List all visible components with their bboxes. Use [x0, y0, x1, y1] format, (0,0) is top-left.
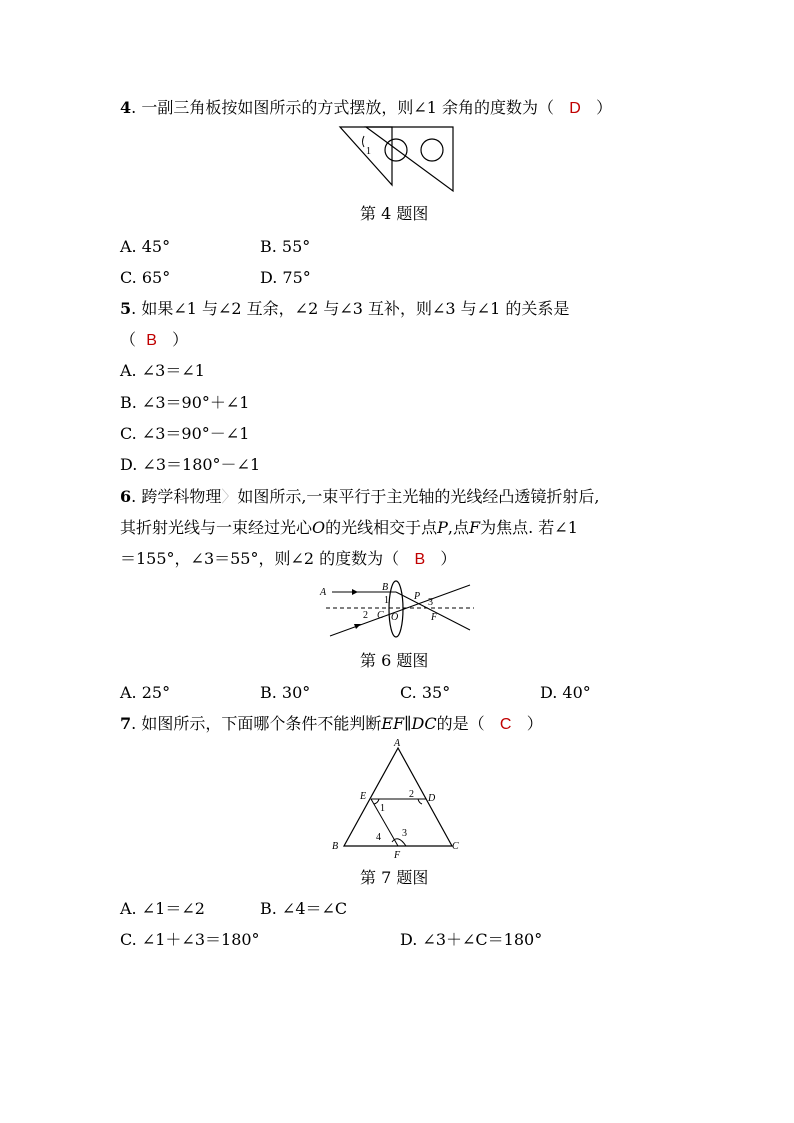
q6-line-1	[120, 487, 600, 507]
q6-line-3-text: ＝155°，∠3＝55°，则∠2 的度数为（	[120, 549, 400, 568]
q4-caption: 第 4 题图	[360, 204, 429, 223]
q7-option-d: D. ∠3＋∠C＝180°	[400, 930, 543, 949]
q7-var-ef: EF	[381, 714, 405, 733]
q7-label-1: 1	[380, 803, 385, 814]
q4-circle-left	[385, 139, 407, 161]
q5-number: 5	[120, 299, 132, 318]
q4-figure	[336, 124, 460, 194]
q7-label-b: B	[332, 841, 339, 852]
q5-answer: B	[146, 332, 157, 349]
q6-line-2-a: 其折射光线与一束经过光心	[120, 518, 313, 537]
q7-stem-a: . 如图所示，下面哪个条件不能判断	[131, 714, 382, 733]
q7-label-2: 2	[409, 789, 414, 800]
q7-close: ）	[526, 714, 543, 733]
q7-arc-2	[418, 799, 422, 804]
q6-var-p: P	[437, 518, 448, 537]
q5-option-c: C. ∠3＝90°－∠1	[120, 424, 250, 443]
q4-angle-arc	[363, 136, 365, 147]
q6-label-1: 1	[384, 595, 389, 606]
q6-label-2: 2	[363, 610, 368, 621]
q7-label-a: A	[394, 738, 401, 749]
q6-ray-through-o	[330, 585, 470, 636]
q6-label-3: 3	[428, 597, 433, 608]
q4-label-1: 1	[366, 146, 371, 157]
q4-option-c: C. 65°	[120, 268, 171, 287]
q4-triangle-right	[366, 127, 453, 191]
q6-option-d: D. 40°	[540, 683, 591, 702]
q4-close: ）	[596, 98, 613, 117]
q6-ray-refracted	[396, 592, 470, 630]
q7-parallel: ∥	[404, 714, 412, 733]
q7-label-c: C	[452, 841, 459, 852]
q4-option-a: A. 45°	[120, 237, 171, 256]
q4-option-d: D. 75°	[260, 268, 311, 287]
q6-option-c: C. 35°	[400, 683, 451, 702]
q5-option-a: A. ∠3＝∠1	[120, 361, 205, 380]
q6-option-a: A. 25°	[120, 683, 171, 702]
q6-caption: 第 6 题图	[360, 651, 429, 670]
q7-label-3: 3	[402, 828, 407, 839]
q6-option-b: B. 30°	[260, 683, 311, 702]
q6-close: ）	[440, 549, 457, 568]
q6-number: 6	[120, 487, 132, 506]
q5-open: （	[120, 330, 137, 349]
q6-label-b: B	[382, 582, 389, 593]
q6-line-1-text: 如图所示,一束平行于主光轴的光线经凸透镜折射后,	[237, 487, 600, 506]
q7-answer: C	[499, 716, 512, 733]
q6-arrow-1	[352, 589, 358, 595]
q5-option-d: D. ∠3＝180°－∠1	[120, 455, 261, 474]
q6-label-f: F	[431, 612, 438, 623]
q6-tag-bracket: 〉	[221, 487, 238, 506]
q7-label-d: D	[428, 793, 436, 804]
q6-line-2-b: 的光线相交于点	[325, 518, 438, 537]
q5-stem	[120, 299, 569, 319]
q6-var-f: F	[469, 518, 481, 537]
q7-label-f: F	[394, 850, 401, 861]
q7-stem	[120, 714, 543, 735]
q6-answer: B	[414, 551, 426, 568]
q6-line-2-c: ,点	[447, 518, 470, 537]
q7-var-dc: DC	[411, 714, 437, 733]
q6-label-o: O	[391, 612, 399, 623]
q5-close: ）	[172, 330, 189, 349]
q4-option-b: B. 55°	[260, 237, 311, 256]
q4-stem-text: . 一副三角板按如图所示的方式摆放，则∠1 余角的度数为（	[131, 98, 554, 117]
q4-answer: D	[569, 100, 581, 117]
q7-figure	[330, 738, 466, 862]
q7-label-4: 4	[376, 832, 381, 843]
q7-arc-34	[392, 839, 406, 846]
q6-label-a: A	[320, 587, 327, 598]
q6-label-c: C	[377, 610, 384, 621]
q6-arrow-2	[354, 624, 361, 629]
q6-figure	[318, 578, 478, 642]
q4-number: 4	[120, 98, 132, 117]
q6-tag: . 跨学科物理	[131, 487, 222, 506]
q5-option-b: B. ∠3＝90°＋∠1	[120, 393, 250, 412]
q6-line-2-d: 为焦点. 若∠1	[480, 518, 578, 537]
q6-line-3	[120, 549, 456, 570]
q5-stem-text: . 如果∠1 与∠2 互余，∠2 与∠3 互补，则∠3 与∠1 的关系是	[131, 299, 570, 318]
q7-number: 7	[120, 714, 132, 733]
q7-stem-b: 的是（	[436, 714, 485, 733]
q7-option-c: C. ∠1＋∠3＝180°	[120, 930, 260, 949]
q4-circle-right	[421, 139, 443, 161]
q7-label-e: E	[360, 791, 367, 802]
q5-answer-line	[120, 330, 188, 351]
q7-arc-1	[374, 799, 379, 804]
q4-stem	[120, 98, 612, 119]
q7-option-b: B. ∠4＝∠C	[260, 899, 348, 918]
q7-option-a: A. ∠1＝∠2	[120, 899, 205, 918]
q6-var-o: O	[312, 518, 326, 537]
q6-lens	[389, 581, 403, 637]
q7-caption: 第 7 题图	[360, 868, 429, 887]
q6-label-p: P	[414, 591, 421, 602]
q6-line-2	[120, 518, 578, 538]
